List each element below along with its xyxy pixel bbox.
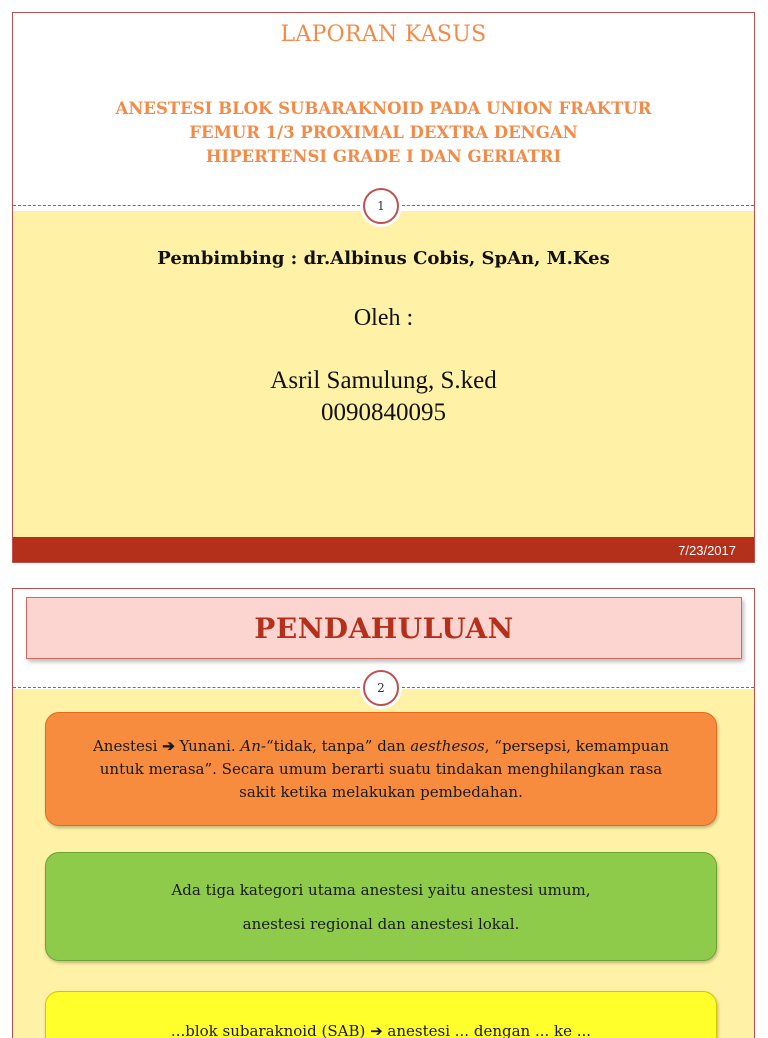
slide-title: LAPORAN KASUS [280, 22, 487, 47]
arrow-right-icon: ➔ [162, 736, 175, 755]
sab-card [45, 991, 717, 1038]
definition-card [45, 712, 717, 826]
subtitle-line: HIPERTENSI GRADE I DAN GERIATRI [205, 147, 562, 166]
text-segment: , “persepsi, kemampuan untuk merasa”. Secara umum berarti suatu tindakan menghilangkan rasa sakit ketika melakukan pembedahan. [99, 736, 670, 801]
author-name: Asril Samulung, S.ked [270, 367, 497, 394]
slide-heading: PENDAHULUAN [254, 611, 514, 645]
slide-1[interactable] [12, 12, 755, 563]
slide-subtitle [13, 97, 754, 169]
text-segment: Yunani. [174, 736, 241, 755]
supervisor-line: Pembimbing : dr.Albinus Cobis, SpAn, M.Kes [157, 248, 610, 269]
author-id: 0090840095 [321, 399, 446, 426]
text-segment: Anestesi [92, 736, 163, 755]
categories-card [45, 852, 717, 961]
slide-number-badge: 2 [363, 670, 399, 706]
categories-line: anestesi regional dan anestesi lokal. [242, 914, 520, 933]
slide-2[interactable] [12, 588, 755, 1038]
slide-date: 7/23/2017 [678, 543, 736, 558]
subtitle-line: ANESTESI BLOK SUBARAKNOID PADA UNION FRAKTUR [115, 99, 652, 118]
author-block [13, 365, 754, 429]
heading-box [26, 597, 742, 659]
slide-number-badge: 1 [363, 188, 399, 224]
text-segment: “tidak, tanpa” dan [265, 736, 411, 755]
by-label: Oleh : [353, 305, 414, 331]
footer-bar [13, 537, 754, 563]
sab-text: ...blok subaraknoid (SAB) ➔ anestesi ... dengan ... ke ... [170, 1022, 592, 1038]
text-segment-italic: aesthesos [410, 736, 485, 755]
categories-line: Ada tiga kategori utama anestesi yaitu anestesi umum, [171, 880, 591, 899]
definition-text [86, 735, 676, 804]
text-segment-italic: An- [240, 736, 266, 755]
subtitle-line: FEMUR 1/3 PROXIMAL DEXTRA DENGAN [189, 123, 578, 142]
